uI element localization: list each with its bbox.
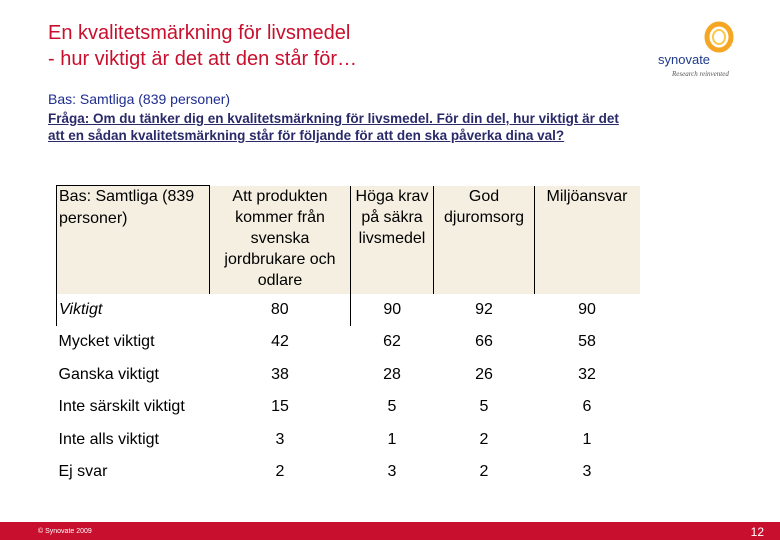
cell-value: 80	[210, 294, 351, 326]
row-label: Mycket viktigt	[58, 333, 155, 351]
footer-copyright: © Synovate 2009	[38, 528, 92, 535]
cell-value: 5	[387, 398, 397, 416]
column-header: Miljöansvar	[535, 186, 640, 295]
page-number: 12	[750, 525, 764, 539]
cell-value: 6	[582, 398, 592, 416]
cell-value: 28	[383, 365, 401, 383]
cell-value: 3	[275, 430, 285, 448]
results-table	[56, 185, 640, 489]
table-row	[57, 294, 640, 326]
cell-value: 90	[383, 301, 402, 318]
cell-value: 42	[271, 333, 289, 351]
cell-value: 3	[582, 463, 592, 481]
cell-value: 58	[578, 333, 596, 351]
row-label: Inte alls viktigt	[58, 430, 159, 448]
table-row	[57, 391, 640, 424]
title-line-1: En kvalitetsmärkning för livsmedel	[48, 22, 351, 44]
column-header: God djuromsorg	[434, 186, 535, 295]
cell-value: 62	[383, 333, 401, 351]
base-text: Bas: Samtliga (839 personer)	[48, 91, 231, 107]
table-row	[57, 359, 640, 392]
cell-value: 1	[387, 430, 397, 448]
cell-value: 1	[582, 430, 592, 448]
footer-bar	[0, 522, 780, 540]
logo-wordmark: synovate	[658, 52, 711, 67]
row-label: Viktigt	[57, 294, 210, 326]
cell-value: 38	[271, 365, 289, 383]
cell-value: 90	[578, 301, 596, 318]
table-header-row	[57, 186, 640, 295]
row-label: Ganska viktigt	[58, 365, 159, 383]
row-label: Ej svar	[58, 463, 108, 481]
row-label: Inte särskilt viktigt	[58, 398, 185, 416]
question-text: Fråga: Om du tänker dig en kvalitetsmärkning för livsmedel. För din del, hur viktigt är det att en sådan kvalitetsmärkning står för följande för att den ska påverka dina val?	[48, 111, 619, 143]
cell-value: 2	[479, 430, 489, 448]
cell-value: 66	[475, 333, 493, 351]
cell-value: 2	[275, 463, 285, 481]
title-line-2: - hur viktigt är det att den står för…	[48, 48, 358, 70]
cell-value: 3	[387, 463, 397, 481]
table-corner-label: Bas: Samtliga (839 personer)	[57, 186, 210, 295]
slide-title	[48, 20, 357, 72]
table-row	[57, 424, 640, 457]
cell-value: 2	[479, 463, 489, 481]
column-header: Att produkten kommer från svenska jordbrukare och odlare	[210, 186, 351, 295]
logo-tagline: Research reinvented	[672, 70, 729, 78]
cell-value: 26	[475, 365, 493, 383]
cell-value: 92	[475, 301, 493, 318]
table-row	[57, 326, 640, 359]
cell-value: 32	[578, 365, 596, 383]
cell-value: 5	[479, 398, 489, 416]
column-header: Höga krav på säkra livsmedel	[351, 186, 434, 295]
cell-value: 15	[271, 398, 289, 416]
table-row	[57, 456, 640, 489]
